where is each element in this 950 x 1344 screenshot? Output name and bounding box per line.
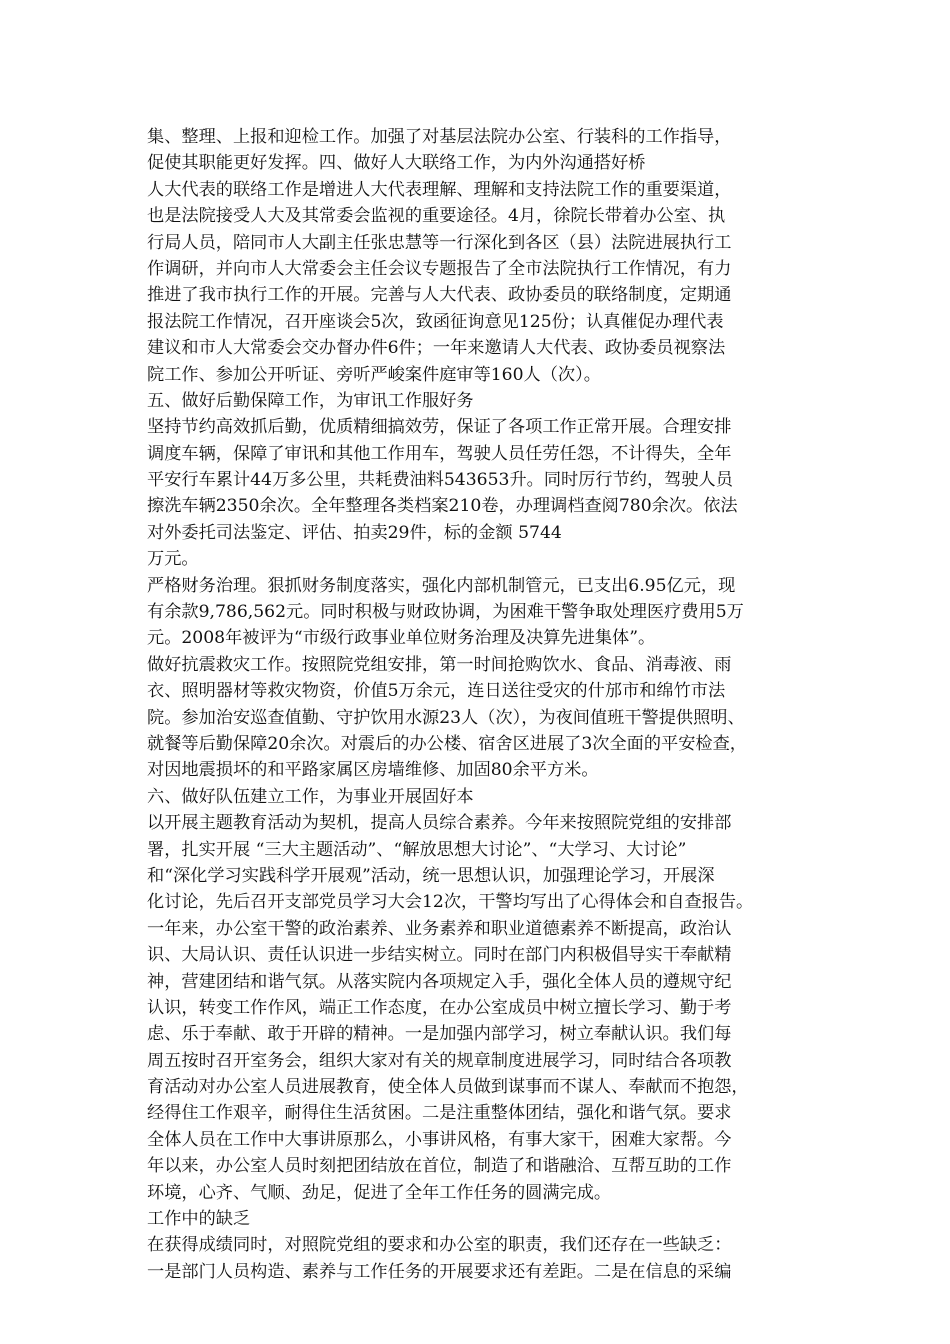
text-line: 在获得成绩同时，对照院党组的要求和办公室的职责，我们还存在一些缺乏： xyxy=(147,1235,732,1256)
text-line: 化讨论，先后召开支部党员学习大会12次，干警均写出了心得体会和自查报告。 xyxy=(147,892,754,913)
text-line: 署，扎实开展 “三大主题活动”、“解放思想大讨论”、“大学习、大讨论” xyxy=(147,839,687,860)
text-line: 就餐等后勤保障20余次。对震后的办公楼、宿舍区进展了3次全面的平安检查， xyxy=(147,733,747,754)
text-line: 环境，心齐、气顺、劲足，促进了全年工作任务的圆满完成。 xyxy=(147,1182,612,1203)
section-heading: 六、做好队伍建立工作，为事业开展固好本 xyxy=(147,786,474,807)
text-line: 促使其职能更好发挥。四、做好人大联络工作，为内外沟通搭好桥 xyxy=(147,153,646,174)
text-line: 一是部门人员构造、素养与工作任务的开展要求还有差距。二是在信息的采编 xyxy=(147,1261,732,1282)
text-line: 推进了我市执行工作的开展。完善与人大代表、政协委员的联络制度，定期通 xyxy=(147,285,732,306)
section-heading: 工作中的缺乏 xyxy=(147,1209,251,1230)
text-line: 育活动对办公室人员进展教育，使全体人员做到谋事而不谋人、奉献而不抱怨， xyxy=(147,1077,749,1098)
text-line: 经得住工作艰辛，耐得住生活贫困。二是注重整体团结，强化和谐气氛。要求 xyxy=(147,1103,732,1124)
text-line: 虑、乐于奉献、敢于开辟的精神。一是加强内部学习，树立奉献认识。我们每 xyxy=(147,1024,732,1045)
text-line: 一年来，办公室干警的政治素养、业务素养和职业道德素养不断提高，政治认 xyxy=(147,918,732,939)
section-heading: 五、做好后勤保障工作，为审讯工作服好务 xyxy=(147,390,474,411)
text-line: 全体人员在工作中大事讲原那么，小事讲风格，有事大家干，困难大家帮。今 xyxy=(147,1129,732,1150)
text-line: 和“深化学习实践科学开展观”活动，统一思想认识，加强理论学习，开展深 xyxy=(147,865,715,886)
text-line: 元。2008年被评为“市级行政事业单位财务治理及决算先进集体”。 xyxy=(147,628,656,649)
text-line: 调度车辆，保障了审讯和其他工作用车，驾驶人员任劳任怨，不计得失，全年 xyxy=(147,443,732,464)
text-line: 有余款9,786,562元。同时积极与财政协调，为困难干警争取处理医疗费用5万 xyxy=(147,602,744,623)
text-line: 以开展主题教育活动为契机，提高人员综合素养。今年来按照院党组的安排部 xyxy=(147,813,732,834)
text-line: 也是法院接受人大及其常委会监视的重要途径。4月，徐院长带着办公室、执 xyxy=(147,206,726,227)
text-line: 周五按时召开室务会，组织大家对有关的规章制度进展学习，同时结合各项教 xyxy=(147,1050,732,1071)
text-line: 行局人员，陪同市人大副主任张忠慧等一行深化到各区（县）法院进展执行工 xyxy=(147,232,732,253)
text-line: 做好抗震救灾工作。按照院党组安排，第一时间抢购饮水、食品、消毒液、雨 xyxy=(147,654,732,675)
text-line: 院。参加治安巡查值勤、守护饮用水源23人（次），为夜间值班干警提供照明、 xyxy=(147,707,745,728)
text-line: 集、整理、上报和迎检工作。加强了对基层法院办公室、行装科的工作指导， xyxy=(147,127,732,147)
text-line: 年以来，办公室人员时刻把团结放在首位，制造了和谐融洽、互帮互助的工作 xyxy=(147,1156,732,1177)
text-line: 报法院工作情况，召开座谈会5次，致函征询意见125份；认真催促办理代表 xyxy=(147,311,724,332)
text-line: 建议和市人大常委会交办督办件6件；一年来邀请人大代表、政协委员视察法 xyxy=(147,338,726,359)
text-line: 平安行车累计44万多公里，共耗费油料543653升。同时厉行节约，驾驶人员 xyxy=(147,470,733,491)
document-body xyxy=(147,124,827,1285)
text-line: 院工作、参加公开听证、旁听严峻案件庭审等160人（次）。 xyxy=(147,364,601,385)
text-line: 识、大局认识、责任认识进一步结实树立。同时在部门内积极倡导实干奉献精 xyxy=(147,945,732,966)
text-line: 神，营建团结和谐气氛。从落实院内各项规定入手，强化全体人员的遵规守纪 xyxy=(147,971,732,992)
text-line: 认识，转变工作作风，端正工作态度，在办公室成员中树立擅长学习、勤于考 xyxy=(147,997,732,1018)
text-line: 严格财务治理。狠抓财务制度落实，强化内部机制管元，已支出6.95亿元，现 xyxy=(147,575,736,596)
text-line: 万元。 xyxy=(147,549,199,570)
text-line: 坚持节约高效抓后勤，优质精细搞效劳，保证了各项工作正常开展。合理安排 xyxy=(147,417,732,438)
text-line: 人大代表的联络工作是增进人大代表理解、理解和支持法院工作的重要渠道， xyxy=(147,179,732,200)
text-line: 衣、照明器材等救灾物资，价值5万余元，连日送往受灾的什邡市和绵竹市法 xyxy=(147,681,726,702)
text-line: 擦洗车辆2350余次。全年整理各类档案210卷，办理调档查阅780余次。依法 xyxy=(147,496,738,517)
text-line: 作调研，并向市人大常委会主任会议专题报告了全市法院执行工作情况，有力 xyxy=(147,258,732,279)
text-line: 对因地震损坏的和平路家属区房墙维修、加固80余平方米。 xyxy=(147,760,599,781)
text-line: 对外委托司法鉴定、评估、拍卖29件，标的金额 5744 xyxy=(147,522,562,543)
